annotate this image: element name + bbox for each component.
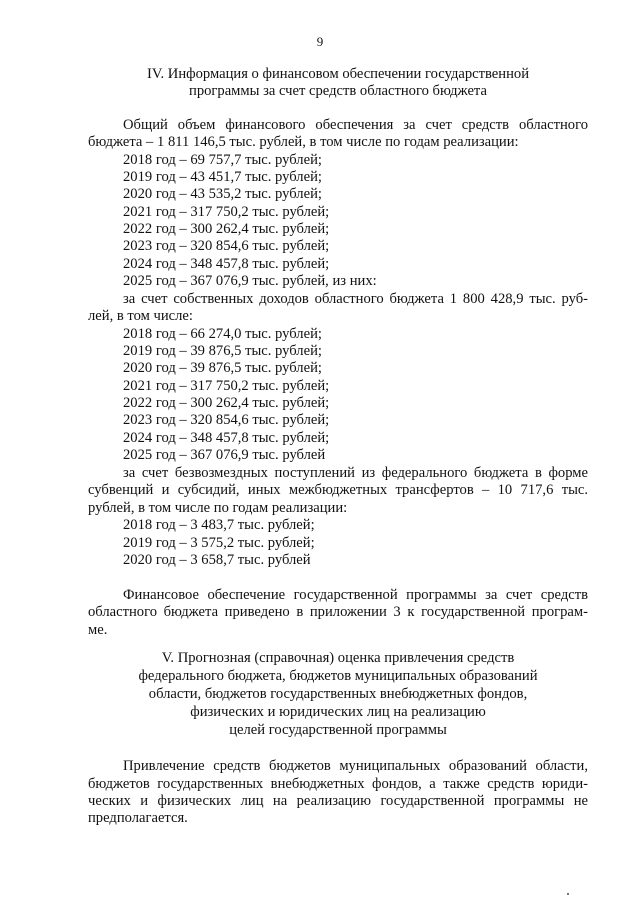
own-year-item: 2024 год – 348 457,8 тыс. рублей; <box>123 430 330 446</box>
section-5-title <box>88 649 588 739</box>
appendix-line: ме. <box>88 622 108 638</box>
federal-year-item: 2019 год – 3 575,2 тыс. рублей; <box>123 535 315 551</box>
total-year-item: 2023 год – 320 854,6 тыс. рублей; <box>123 238 330 254</box>
federal-year-item: 2018 год – 3 483,7 тыс. рублей; <box>123 517 315 533</box>
own-revenue-line: за счет собственных доходов областного бюджета 1 800 428,9 тыс. руб- <box>123 291 588 307</box>
section-5-body-line: Привлечение средств бюджетов муниципальных образований области, <box>123 758 588 774</box>
section-5-body-line: ческих и физических лиц на реализацию государственной программы не <box>88 793 588 809</box>
total-paragraph-line: Общий объем финансового обеспечения за счет средств областного <box>123 117 588 133</box>
total-year-item: 2025 год – 367 076,9 тыс. рублей, из них: <box>123 273 377 289</box>
page-number: 9 <box>316 34 324 49</box>
section-4-title-line: IV. Информация о финансовом обеспечении государственной <box>146 66 530 82</box>
section-5-title-line: физических и юридических лиц на реализацию <box>190 704 486 720</box>
own-year-item: 2019 год – 39 876,5 тыс. рублей; <box>123 343 322 359</box>
federal-transfer-line: рублей, в том числе по годам реализации: <box>88 500 348 516</box>
total-year-item: 2019 год – 43 451,7 тыс. рублей; <box>123 169 322 185</box>
total-paragraph-line: бюджета – 1 811 146,5 тыс. рублей, в том числе по годам реализации: <box>88 134 519 150</box>
total-year-item: 2022 год – 300 262,4 тыс. рублей; <box>123 221 330 237</box>
appendix-line: Финансовое обеспечение государственной программы за счет средств <box>123 587 588 603</box>
section-5-title-line: целей государственной программы <box>229 722 447 738</box>
total-year-item: 2020 год – 43 535,2 тыс. рублей; <box>123 186 322 202</box>
section-5-body-line: бюджетов государственных внебюджетных фондов, а также средств юриди- <box>88 776 588 792</box>
section-5-title-line: области, бюджетов государственных внебюджетных фондов, <box>148 686 528 702</box>
federal-transfer-line: субвенций и субсидий, иных межбюджетных трансфертов – 10 717,6 тыс. <box>88 482 588 498</box>
section-4-title <box>88 66 588 100</box>
appendix-line: областного бюджета приведено в приложении 3 к государственной програм- <box>88 604 588 620</box>
section-5-title-line: федерального бюджета, бюджетов муниципальных образований <box>138 668 538 684</box>
own-revenue-line: лей, в том числе: <box>88 308 193 324</box>
total-year-item: 2024 год – 348 457,8 тыс. рублей; <box>123 256 330 272</box>
federal-transfer-line: за счет безвозмездных поступлений из федерального бюджета в форме <box>123 465 588 481</box>
own-year-item: 2025 год – 367 076,9 тыс. рублей <box>123 447 326 463</box>
total-year-item: 2021 год – 317 750,2 тыс. рублей; <box>123 204 330 220</box>
section-5-title-line: V. Прогнозная (справочная) оценка привлечения средств <box>161 650 515 666</box>
own-year-item: 2018 год – 66 274,0 тыс. рублей; <box>123 326 322 342</box>
own-year-item: 2021 год – 317 750,2 тыс. рублей; <box>123 378 330 394</box>
own-year-item: 2022 год – 300 262,4 тыс. рублей; <box>123 395 330 411</box>
own-year-item: 2023 год – 320 854,6 тыс. рублей; <box>123 412 330 428</box>
section-5-body-line: предполагается. <box>88 810 188 826</box>
federal-year-item: 2020 год – 3 658,7 тыс. рублей <box>123 552 311 568</box>
scan-speck <box>567 893 569 895</box>
section-4-title-line: программы за счет средств областного бюджета <box>189 83 487 99</box>
own-year-item: 2020 год – 39 876,5 тыс. рублей; <box>123 360 322 376</box>
total-year-item: 2018 год – 69 757,7 тыс. рублей; <box>123 152 322 168</box>
